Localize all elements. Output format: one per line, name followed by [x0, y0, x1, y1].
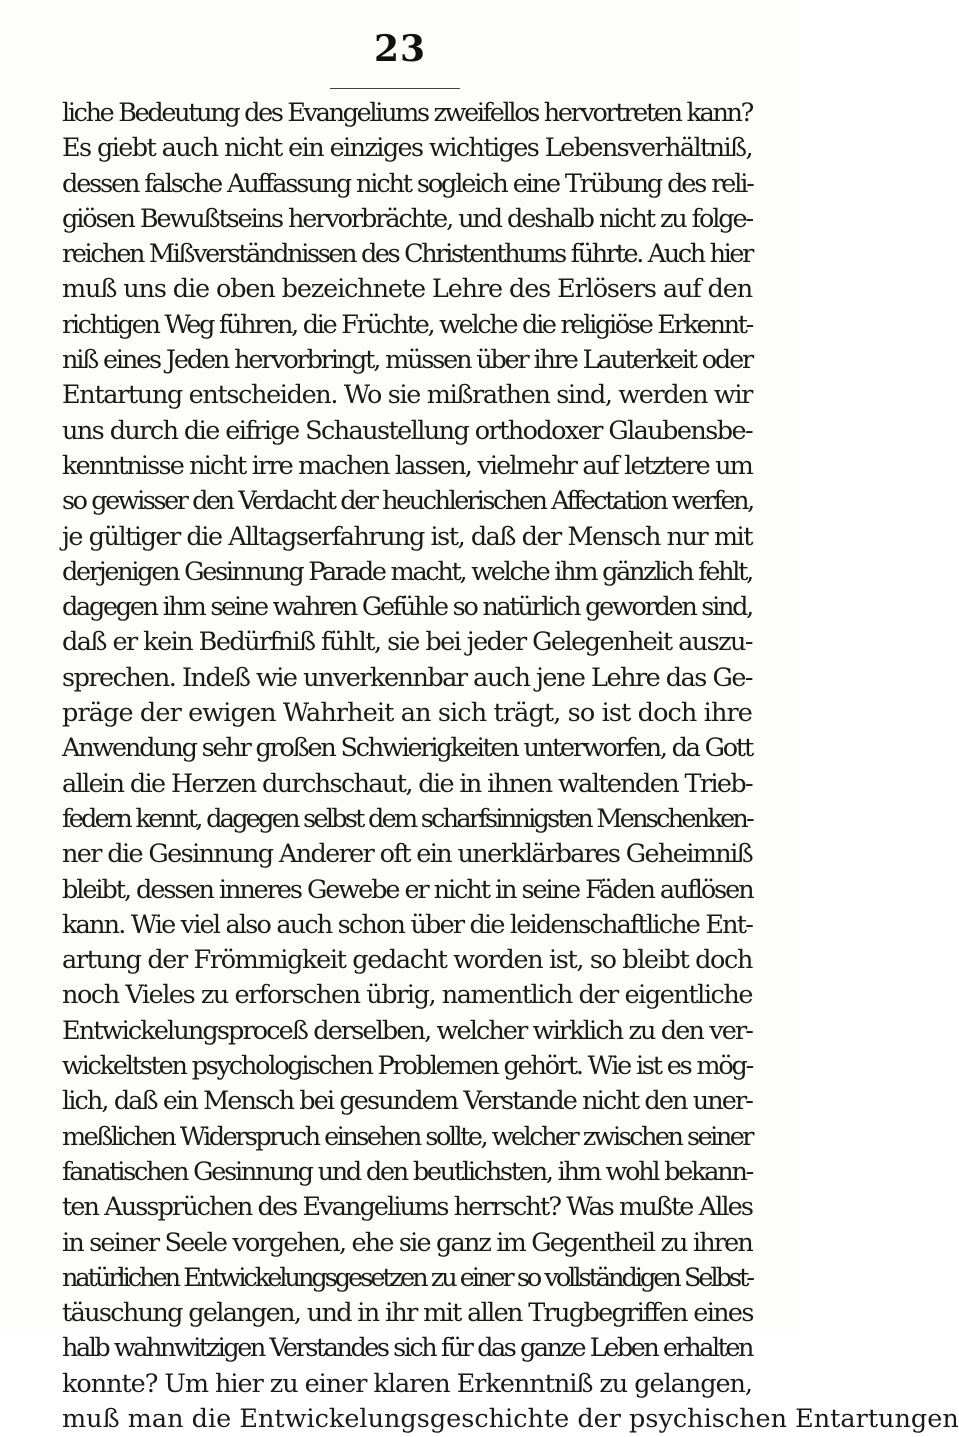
text-line: ner die Gesinnung Anderer oft ein unerklärbares Geheimniß	[62, 839, 752, 870]
text-line: muß man die Entwickelungsgeschichte der psychischen Entartungen	[62, 1403, 959, 1434]
text-line: täuschung gelangen, und in ihr mit allen Trugbegriffen eines	[62, 1298, 753, 1329]
text-line: präge der ewigen Wahrheit an sich trägt, so ist doch ihre	[62, 698, 752, 729]
text-line: kenntnisse nicht irre machen lassen, vielmehr auf letztere um	[62, 450, 752, 481]
text-line: je gültiger die Alltagserfahrung ist, daß der Mensch nur mit	[62, 521, 752, 552]
text-line: konnte? Um hier zu einer klaren Erkenntniß zu gelangen,	[62, 1368, 752, 1399]
text-line: ten Aussprüchen des Evangeliums herrscht? Was mußte Alles	[62, 1192, 752, 1223]
text-line: liche Bedeutung des Evangeliums zweifellos hervortreten kann?	[62, 98, 752, 128]
text-line: Entartung entscheiden. Wo sie mißrathen sind, werden wir	[62, 380, 752, 411]
text-line: halb wahnwitzigen Verstandes sich für das ganze Leben erhalten	[62, 1333, 752, 1364]
text-line: lich, daß ein Mensch bei gesundem Verstande nicht den uner-	[62, 1086, 752, 1117]
body-text	[62, 96, 959, 1437]
text-line: bleibt, dessen inneres Gewebe er nicht in seine Fäden auflösen	[62, 874, 753, 905]
page-number: 23	[373, 28, 427, 70]
text-line: giösen Bewußtseins hervorbrächte, und deshalb nicht zu folge-	[62, 203, 752, 234]
header-rule	[330, 88, 460, 89]
text-line: meßlichen Widerspruch einsehen sollte, welcher zwischen seiner	[62, 1121, 752, 1152]
text-line: kann. Wie viel also auch schon über die leidenschaftliche Ent-	[62, 909, 752, 940]
text-line: so gewisser den Verdacht der heuchlerischen Affectation werfen,	[62, 486, 753, 517]
text-line: Anwendung sehr großen Schwierigkeiten unterworfen, da Gott	[62, 733, 752, 764]
text-line: fanatischen Gesinnung und den beutlichsten, ihm wohl bekann-	[62, 1156, 752, 1187]
text-line: sprechen. Indeß wie unverkennbar auch jene Lehre das Ge-	[62, 662, 752, 693]
text-line: derjenigen Gesinnung Parade macht, welche ihm gänzlich fehlt,	[62, 556, 752, 587]
text-line: noch Vieles zu erforschen übrig, namentlich der eigentliche	[62, 980, 752, 1011]
text-line: uns durch die eifrige Schaustellung orthodoxer Glaubensbe-	[62, 415, 752, 446]
text-line: federn kennt, dagegen selbst dem scharfsinnigsten Menschenken-	[62, 803, 752, 834]
text-line: niß eines Jeden hervorbringt, müssen über ihre Lauterkeit oder	[62, 345, 752, 376]
text-line: artung der Frömmigkeit gedacht worden ist, so bleibt doch	[62, 945, 752, 976]
text-line: daß er kein Bedürfniß fühlt, sie bei jeder Gelegenheit auszu-	[62, 627, 752, 658]
text-line: natürlichen Entwickelungsgesetzen zu einer so vollständigen Selbst-	[62, 1262, 752, 1293]
text-line: dagegen ihm seine wahren Gefühle so natürlich geworden sind,	[62, 592, 752, 623]
text-line: richtigen Weg führen, die Früchte, welche die religiöse Erkennt-	[62, 309, 752, 340]
text-line: dessen falsche Auffassung nicht sogleich eine Trübung des reli-	[62, 168, 753, 199]
text-line: Entwickelungsproceß derselben, welcher wirklich zu den ver-	[62, 1015, 752, 1046]
text-line: allein die Herzen durchschaut, die in ihnen waltenden Trieb-	[62, 768, 752, 799]
text-line: in seiner Seele vorgehen, ehe sie ganz im Gegentheil zu ihren	[62, 1227, 752, 1258]
text-line: Es giebt auch nicht ein einziges wichtiges Lebensverhältniß,	[62, 133, 753, 164]
text-line: muß uns die oben bezeichnete Lehre des Erlösers auf den	[62, 274, 752, 305]
text-line: reichen Mißverständnissen des Christenthums führte. Auch hier	[62, 239, 752, 270]
text-line: wickeltsten psychologischen Problemen gehört. Wie ist es mög-	[62, 1051, 752, 1082]
